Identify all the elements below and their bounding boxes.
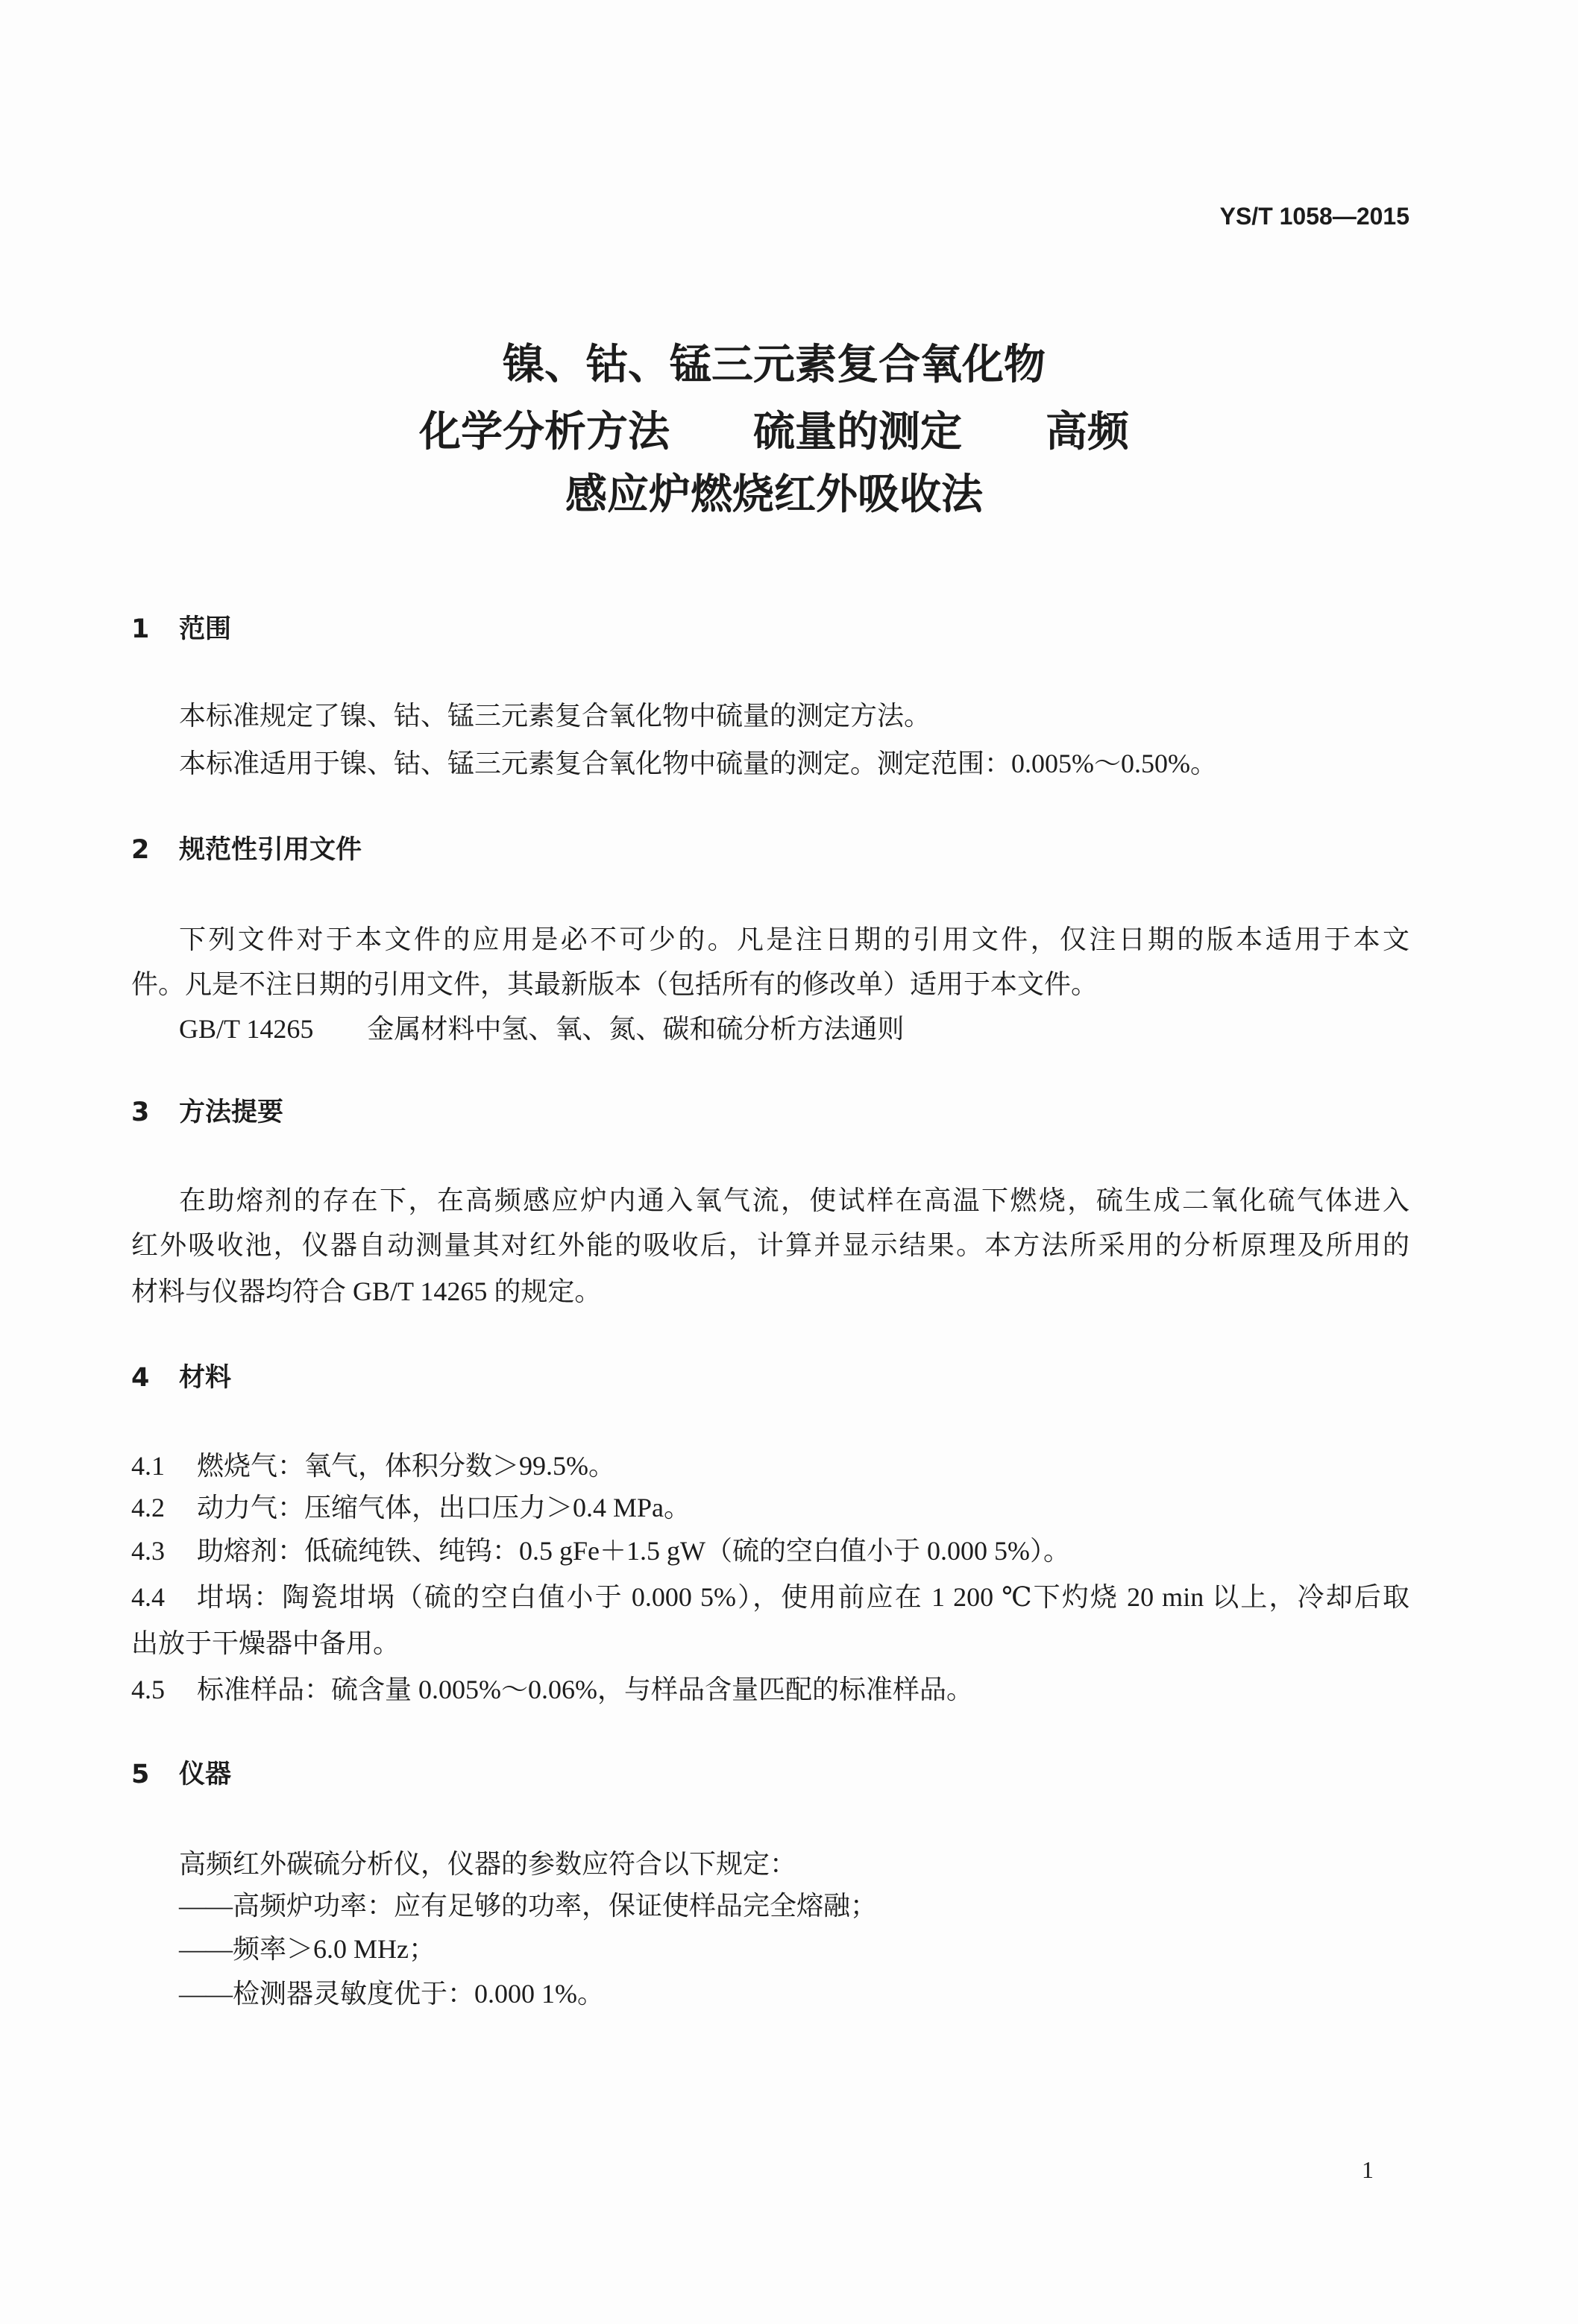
item-text-continuation: 出放于干燥器中备用。 <box>131 1628 400 1658</box>
item-number: 4.1 <box>131 1451 165 1481</box>
section-title: 范围 <box>179 614 232 644</box>
list-item: ——频率＞6.0 MHz； <box>179 1934 436 1964</box>
section-number: 5 <box>131 1760 150 1789</box>
item-number: 4.5 <box>131 1675 165 1704</box>
section-title: 材料 <box>179 1363 232 1393</box>
section-title: 方法提要 <box>179 1098 284 1127</box>
paragraph-line: 高频红外碳硫分析仪，仪器的参数应符合以下规定： <box>179 1849 797 1879</box>
reference-title: 金属材料中氢、氧、氮、碳和硫分析方法通则 <box>367 1014 905 1044</box>
item-text: 标准样品：硫含量 0.005%～0.06%，与样品含量匹配的标准样品。 <box>197 1675 973 1704</box>
reference-entry <box>179 1007 904 1051</box>
section-number: 4 <box>131 1363 150 1393</box>
item-number: 4.3 <box>131 1536 165 1566</box>
item-text: 燃烧气：氧气，体积分数＞99.5%。 <box>197 1451 615 1481</box>
list-item: ——高频炉功率：应有足够的功率，保证使样品完全熔融； <box>179 1891 878 1921</box>
item-number: 4.4 <box>131 1582 165 1612</box>
section-title: 仪器 <box>179 1760 232 1789</box>
item-text: 助熔剂：低硫纯铁、纯钨：0.5 gFe＋1.5 gW（硫的空白值小于 0.000 5%）。 <box>197 1536 1070 1566</box>
paragraph-line: 本标准适用于镍、钴、锰三元素复合氧化物中硫量的测定。测定范围：0.005%～0.50%。 <box>179 749 1217 778</box>
title-line: 化学分析方法 硫量的测定 高频 <box>419 408 1129 456</box>
page-number: 1 <box>1362 2156 1374 2183</box>
item-number: 4.2 <box>131 1493 165 1522</box>
section-number: 1 <box>131 614 150 644</box>
paragraph-line: 红外吸收池，仪器自动测量其对红外能的吸收后，计算并显示结果。本方法所采用的分析原理及所用的 <box>131 1230 1409 1260</box>
item-text: 动力气：压缩气体，出口压力＞0.4 MPa。 <box>197 1493 691 1522</box>
title-line: 镍、钴、锰三元素复合氧化物 <box>503 341 1046 389</box>
section-number: 3 <box>131 1098 150 1127</box>
paragraph-line: 本标准规定了镍、钴、锰三元素复合氧化物中硫量的测定方法。 <box>179 701 931 731</box>
paragraph-line: 材料与仪器均符合 GB/T 14265 的规定。 <box>131 1276 602 1306</box>
section-number: 2 <box>131 835 150 865</box>
paragraph-line: 下列文件对于本文件的应用是必不可少的。凡是注日期的引用文件，仅注日期的版本适用于本文 <box>179 925 1409 954</box>
section-title: 规范性引用文件 <box>179 835 362 865</box>
title-line: 感应炉燃烧红外吸收法 <box>565 470 983 519</box>
paragraph-line: 在助熔剂的存在下，在高频感应炉内通入氧气流，使试样在高温下燃烧，硫生成二氧化硫气体进入 <box>179 1185 1409 1215</box>
item-text: 坩埚：陶瓷坩埚（硫的空白值小于 0.000 5%），使用前应在 1 200 ℃下灼烧 20 min 以上，冷却后取 <box>197 1582 1409 1612</box>
reference-code: GB/T 14265 <box>179 1014 314 1044</box>
standard-code: YS/T 1058—2015 <box>1219 203 1409 230</box>
list-item: ——检测器灵敏度优于：0.000 1%。 <box>179 1979 604 2009</box>
paragraph-line: 件。凡是不注日期的引用文件，其最新版本（包括所有的修改单）适用于本文件。 <box>131 969 1098 999</box>
